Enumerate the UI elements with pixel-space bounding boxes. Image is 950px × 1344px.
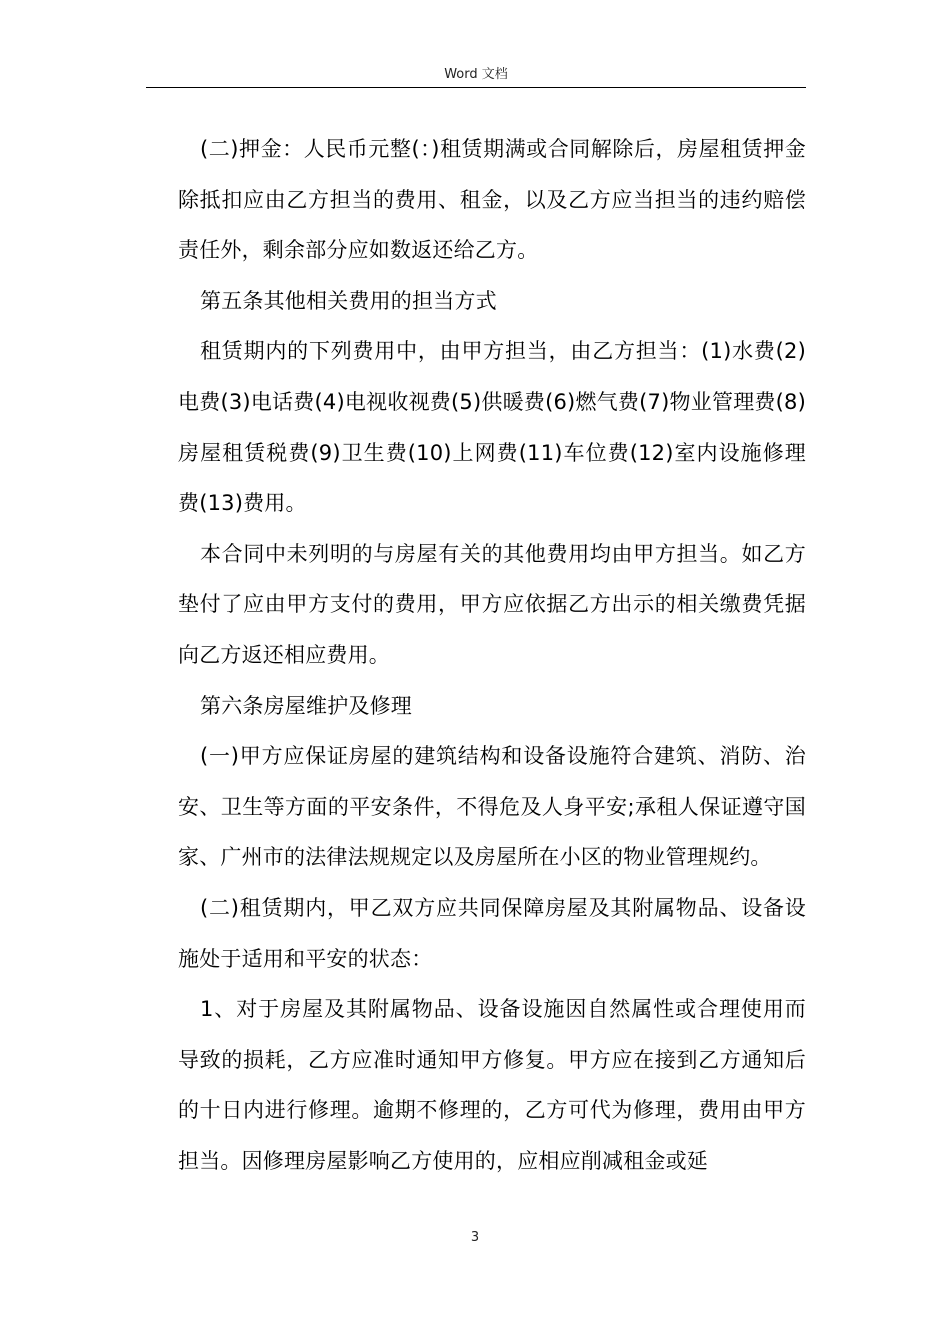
paragraph-safety-guarantee: (一)甲方应保证房屋的建筑结构和设备设施符合建筑、消防、治安、卫生等方面的平安条件，不得危及人身平安;承租人保证遵守国家、广州市的法律法规规定以及房屋所在小区的物业管理规约。 [178, 744, 806, 870]
paragraph-repair-clause-1: 1、对于房屋及其附属物品、设备设施因自然属性或合理使用而导致的损耗，乙方应准时通知甲方修复。甲方应在接到乙方通知后的十日内进行修理。逾期不修理的，乙方可代为修理，费用由甲方担当。因修理房屋影响乙方使用的，应相应削减租金或延 [178, 997, 806, 1173]
page-header-title: Word 文档 [444, 67, 508, 82]
header-divider [146, 87, 806, 88]
page-number: 3 [470, 1230, 480, 1245]
paragraph-other-fees: 本合同中未列明的与房屋有关的其他费用均由甲方担当。如乙方垫付了应由甲方支付的费用，甲方应依据乙方出示的相关缴费凭据向乙方返还相应费用。 [178, 541, 806, 667]
heading-article-6: 第六条房屋维护及修理 [200, 693, 412, 718]
heading-article-5: 第五条其他相关费用的担当方式 [200, 288, 497, 313]
paragraph-joint-maintenance: (二)租赁期内，甲乙双方应共同保障房屋及其附属物品、设备设施处于适用和平安的状态： [178, 895, 806, 971]
paragraph-deposit: (二)押金：人民币元整(：)租赁期满或合同解除后，房屋租赁押金除抵扣应由乙方担当的费用、租金，以及乙方应当担当的违约赔偿责任外，剩余部分应如数返还给乙方。 [178, 137, 806, 263]
document-body [178, 124, 806, 1186]
paragraph-fees-list: 租赁期内的下列费用中，由甲方担当，由乙方担当：(1)水费(2)电费(3)电话费(4)电视收视费(5)供暖费(6)燃气费(7)物业管理费(8)房屋租赁税费(9)卫生费(10)上网费(11)车位费(12)室内设施修理费(13)费用。 [178, 339, 806, 516]
